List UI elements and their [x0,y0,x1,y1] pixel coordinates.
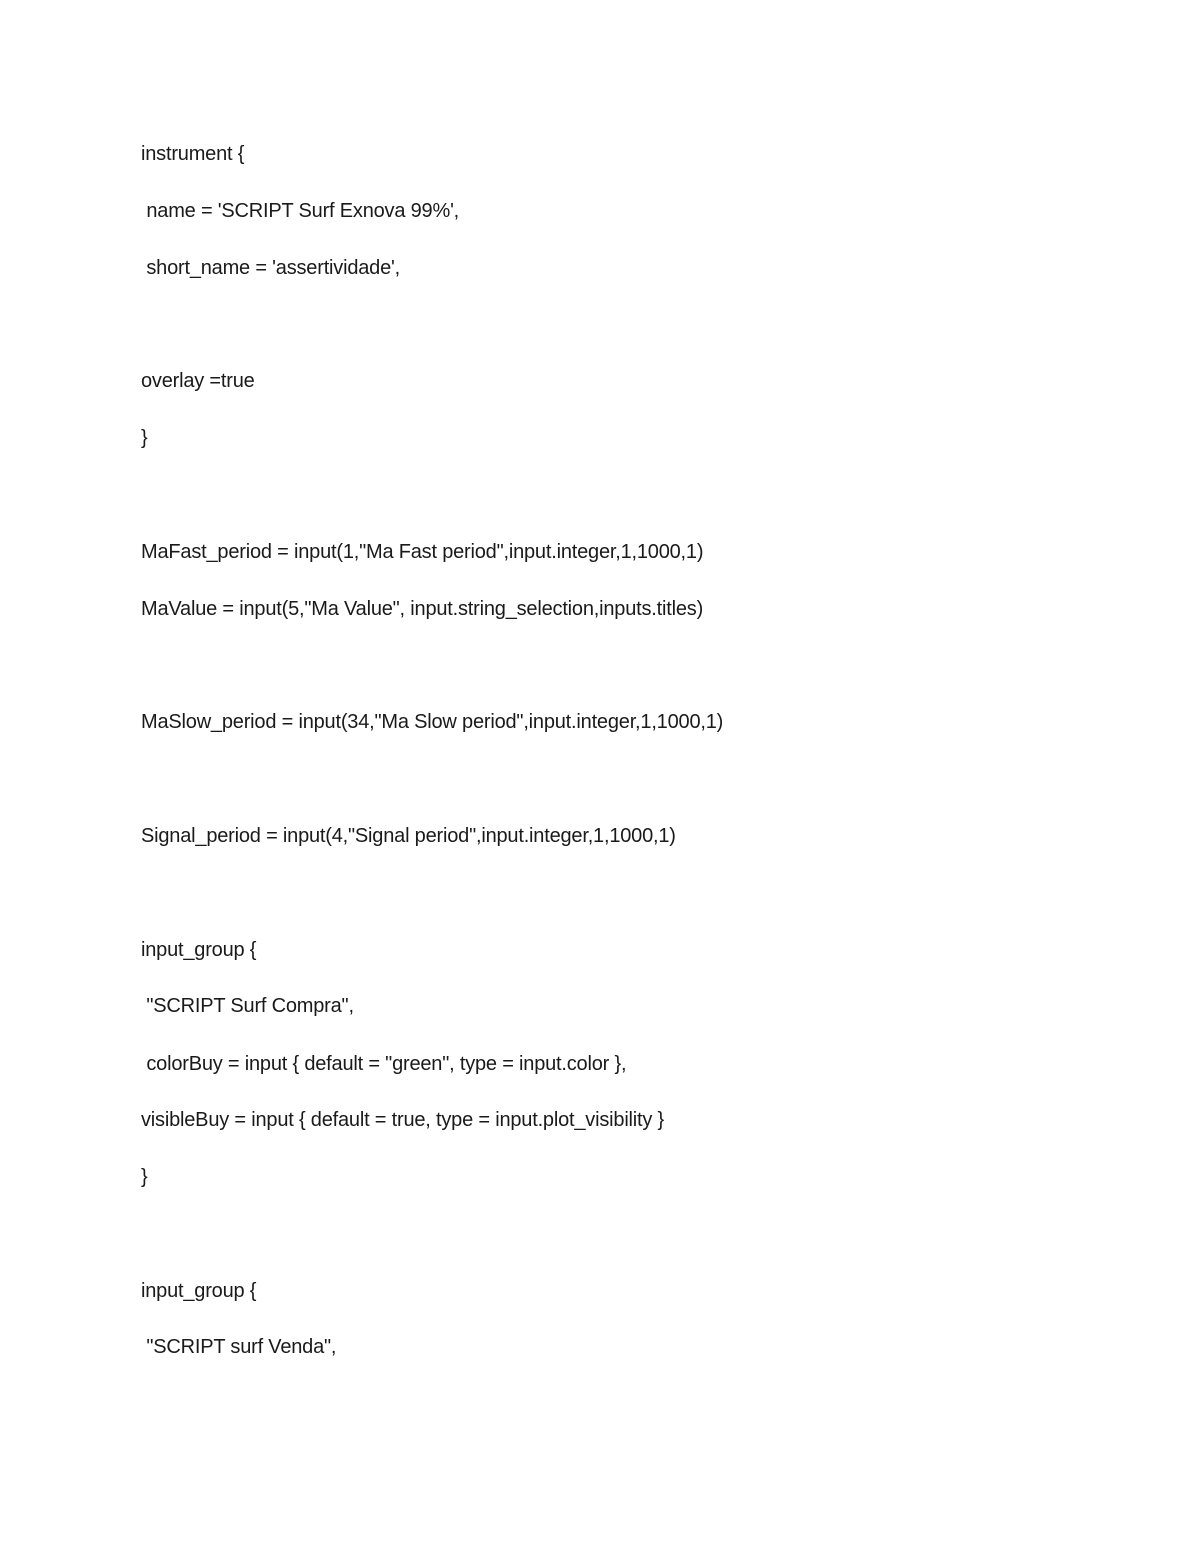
code-line-buy-group-title: "SCRIPT Surf Compra", [141,995,354,1017]
code-line-input-group-buy-open: input_group { [141,939,257,961]
code-line-color-buy: colorBuy = input { default = "green", type = input.color }, [141,1053,627,1075]
code-line-name: name = 'SCRIPT Surf Exnova 99%', [141,200,460,222]
code-line-short-name: short_name = 'assertividade', [141,257,401,279]
code-line-input-group-buy-close: } [141,1166,148,1188]
code-line-mafast-period: MaFast_period = input(1,"Ma Fast period",input.integer,1,1000,1) [141,541,704,563]
code-line-mavalue: MaValue = input(5,"Ma Value", input.string_selection,inputs.titles) [141,598,704,620]
code-line-instrument-open: instrument { [141,143,245,165]
code-line-maslow-period: MaSlow_period = input(34,"Ma Slow period",input.integer,1,1000,1) [141,711,724,733]
code-line-input-group-sell-open: input_group { [141,1280,257,1302]
code-line-sell-group-title: "SCRIPT surf Venda", [141,1336,337,1358]
code-line-overlay: overlay =true [141,370,255,392]
code-line-signal-period: Signal_period = input(4,"Signal period",input.integer,1,1000,1) [141,825,676,847]
code-line-visible-buy: visibleBuy = input { default = true, type = input.plot_visibility } [141,1109,665,1131]
code-line-instrument-close: } [141,427,148,449]
